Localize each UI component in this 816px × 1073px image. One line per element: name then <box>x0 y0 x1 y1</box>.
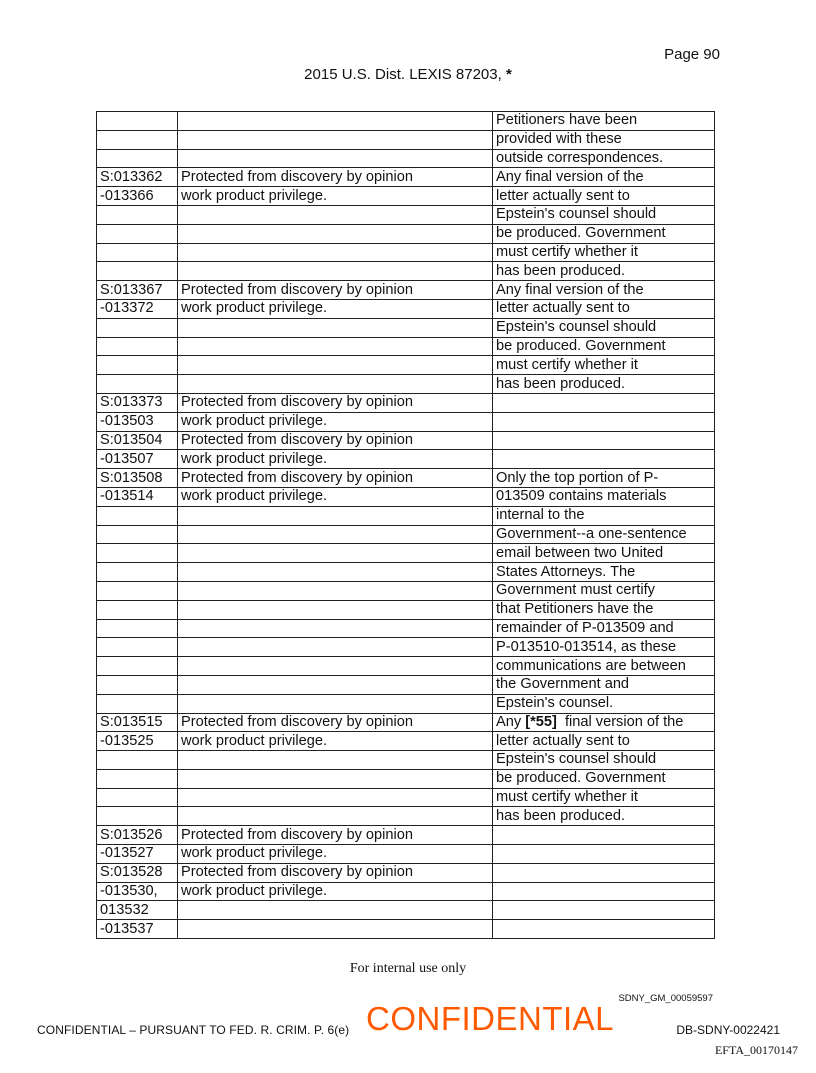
table-row <box>97 337 715 356</box>
bates-range-cell <box>97 563 178 582</box>
table-row <box>97 751 715 770</box>
page-number: Page 90 <box>664 46 720 63</box>
table-row <box>97 393 715 412</box>
ruling-cell: Petitioners have been <box>493 112 715 131</box>
bates-range-cell <box>97 675 178 694</box>
table-row <box>97 769 715 788</box>
privilege-basis-cell: Protected from discovery by opinion <box>178 168 493 187</box>
privilege-basis-cell: work product privilege. <box>178 882 493 901</box>
privilege-log-body <box>97 112 715 939</box>
bates-range-cell: -013514 <box>97 487 178 506</box>
ruling-cell: remainder of P-013509 and <box>493 619 715 638</box>
bates-db-sdny: DB-SDNY-0022421 <box>676 1023 780 1037</box>
privilege-basis-cell <box>178 901 493 920</box>
ruling-cell <box>493 826 715 845</box>
table-row <box>97 375 715 394</box>
table-row <box>97 168 715 187</box>
bates-range-cell <box>97 600 178 619</box>
privilege-basis-cell <box>178 600 493 619</box>
privilege-basis-cell <box>178 318 493 337</box>
table-row <box>97 299 715 318</box>
ruling-cell <box>493 393 715 412</box>
table-row <box>97 807 715 826</box>
table-row <box>97 600 715 619</box>
table-row <box>97 506 715 525</box>
table-row <box>97 920 715 939</box>
privilege-basis-cell <box>178 356 493 375</box>
ruling-cell: must certify whether it <box>493 243 715 262</box>
privilege-basis-cell <box>178 506 493 525</box>
ruling-cell: Any final version of the <box>493 281 715 300</box>
ruling-cell <box>493 412 715 431</box>
bates-range-cell: S:013528 <box>97 863 178 882</box>
table-row <box>97 112 715 131</box>
table-row <box>97 638 715 657</box>
bates-range-cell: 013532 <box>97 901 178 920</box>
bates-range-cell: S:013508 <box>97 469 178 488</box>
bates-range-cell <box>97 112 178 131</box>
bates-efta: EFTA_00170147 <box>714 1043 798 1057</box>
bates-range-cell: S:013515 <box>97 713 178 732</box>
table-row <box>97 431 715 450</box>
ruling-cell: Epstein's counsel. <box>493 694 715 713</box>
privilege-basis-cell <box>178 205 493 224</box>
privilege-basis-cell: work product privilege. <box>178 845 493 864</box>
bates-range-cell: -013372 <box>97 299 178 318</box>
privilege-basis-cell <box>178 243 493 262</box>
table-row <box>97 224 715 243</box>
table-row <box>97 356 715 375</box>
bates-range-cell <box>97 544 178 563</box>
bates-range-cell <box>97 788 178 807</box>
table-row <box>97 845 715 864</box>
privilege-basis-cell <box>178 675 493 694</box>
privilege-basis-cell <box>178 788 493 807</box>
ruling-cell: P-013510-013514, as these <box>493 638 715 657</box>
privilege-basis-cell <box>178 657 493 676</box>
table-row <box>97 675 715 694</box>
case-citation <box>0 66 816 83</box>
privilege-basis-cell: work product privilege. <box>178 450 493 469</box>
privilege-basis-cell <box>178 769 493 788</box>
ruling-cell: Epstein's counsel should <box>493 318 715 337</box>
privilege-basis-cell: work product privilege. <box>178 187 493 206</box>
confidential-notice: CONFIDENTIAL – PURSUANT TO FED. R. CRIM. P. 6(e) <box>37 1023 350 1037</box>
table-row <box>97 788 715 807</box>
privilege-basis-cell: Protected from discovery by opinion <box>178 281 493 300</box>
ruling-cell: Epstein's counsel should <box>493 205 715 224</box>
citation-text: 2015 U.S. Dist. LEXIS 87203, <box>304 66 502 83</box>
table-row <box>97 130 715 149</box>
ruling-text-post: final version of the <box>556 713 684 730</box>
privilege-basis-cell: work product privilege. <box>178 412 493 431</box>
ruling-cell <box>493 920 715 939</box>
ruling-cell: that Petitioners have the <box>493 600 715 619</box>
table-row <box>97 262 715 281</box>
ruling-cell <box>493 901 715 920</box>
ruling-cell <box>493 713 715 732</box>
ruling-cell: letter actually sent to <box>493 299 715 318</box>
privilege-basis-cell <box>178 130 493 149</box>
bates-range-cell <box>97 807 178 826</box>
ruling-cell: States Attorneys. The <box>493 563 715 582</box>
ruling-cell: letter actually sent to <box>493 732 715 751</box>
table-row <box>97 487 715 506</box>
table-row <box>97 863 715 882</box>
table-row <box>97 732 715 751</box>
ruling-cell <box>493 431 715 450</box>
bates-range-cell <box>97 318 178 337</box>
privilege-basis-cell <box>178 262 493 281</box>
privilege-basis-cell: Protected from discovery by opinion <box>178 469 493 488</box>
ruling-cell <box>493 863 715 882</box>
bates-range-cell: S:013367 <box>97 281 178 300</box>
ruling-cell: Government must certify <box>493 581 715 600</box>
bates-range-cell: S:013504 <box>97 431 178 450</box>
bates-range-cell: -013525 <box>97 732 178 751</box>
table-row <box>97 581 715 600</box>
table-row <box>97 318 715 337</box>
privilege-basis-cell <box>178 807 493 826</box>
ruling-cell: must certify whether it <box>493 788 715 807</box>
table-row <box>97 713 715 732</box>
bates-range-cell <box>97 243 178 262</box>
bates-range-cell <box>97 224 178 243</box>
table-row <box>97 525 715 544</box>
bates-range-cell <box>97 638 178 657</box>
ruling-cell <box>493 882 715 901</box>
citation-star: * <box>505 66 512 83</box>
table-row <box>97 205 715 224</box>
table-row <box>97 901 715 920</box>
ruling-cell: must certify whether it <box>493 356 715 375</box>
bates-range-cell <box>97 525 178 544</box>
bates-range-cell <box>97 337 178 356</box>
bates-range-cell: -013503 <box>97 412 178 431</box>
ruling-cell: email between two United <box>493 544 715 563</box>
ruling-cell: provided with these <box>493 130 715 149</box>
ruling-cell: the Government and <box>493 675 715 694</box>
bates-range-cell <box>97 619 178 638</box>
internal-use-note: For internal use only <box>349 961 467 976</box>
privilege-basis-cell: work product privilege. <box>178 732 493 751</box>
privilege-basis-cell: Protected from discovery by opinion <box>178 431 493 450</box>
ruling-cell: outside correspondences. <box>493 149 715 168</box>
privilege-basis-cell: Protected from discovery by opinion <box>178 863 493 882</box>
privilege-basis-cell: Protected from discovery by opinion <box>178 826 493 845</box>
ruling-cell <box>493 450 715 469</box>
page-pin-cite: [*55] <box>525 713 557 730</box>
bates-range-cell <box>97 694 178 713</box>
ruling-text-pre: Any <box>496 713 526 730</box>
table-row <box>97 281 715 300</box>
table-row <box>97 469 715 488</box>
table-row <box>97 826 715 845</box>
ruling-cell: has been produced. <box>493 807 715 826</box>
bates-range-cell <box>97 751 178 770</box>
bates-range-cell <box>97 581 178 600</box>
bates-range-cell <box>97 375 178 394</box>
bates-range-cell <box>97 356 178 375</box>
bates-range-cell: -013527 <box>97 845 178 864</box>
bates-range-cell: S:013373 <box>97 393 178 412</box>
privilege-basis-cell <box>178 751 493 770</box>
bates-range-cell <box>97 506 178 525</box>
table-row <box>97 187 715 206</box>
privilege-basis-cell <box>178 525 493 544</box>
ruling-cell: be produced. Government <box>493 769 715 788</box>
privilege-basis-cell <box>178 563 493 582</box>
privilege-basis-cell <box>178 112 493 131</box>
ruling-cell: communications are between <box>493 657 715 676</box>
bates-range-cell: -013366 <box>97 187 178 206</box>
privilege-log-table <box>96 111 715 939</box>
privilege-basis-cell <box>178 224 493 243</box>
ruling-cell: has been produced. <box>493 262 715 281</box>
privilege-basis-cell <box>178 920 493 939</box>
ruling-cell: be produced. Government <box>493 337 715 356</box>
bates-range-cell: S:013362 <box>97 168 178 187</box>
bates-range-cell <box>97 657 178 676</box>
privilege-basis-cell <box>178 694 493 713</box>
table-row <box>97 657 715 676</box>
privilege-basis-cell <box>178 149 493 168</box>
bates-range-cell <box>97 205 178 224</box>
ruling-cell: Government--a one-sentence <box>493 525 715 544</box>
ruling-cell: has been produced. <box>493 375 715 394</box>
privilege-basis-cell <box>178 581 493 600</box>
table-row <box>97 412 715 431</box>
bates-range-cell: -013537 <box>97 920 178 939</box>
ruling-cell: 013509 contains materials <box>493 487 715 506</box>
table-row <box>97 450 715 469</box>
table-row <box>97 882 715 901</box>
bates-range-cell: -013530, <box>97 882 178 901</box>
privilege-basis-cell <box>178 337 493 356</box>
confidential-stamp: CONFIDENTIAL <box>366 1000 615 1037</box>
bates-range-cell <box>97 262 178 281</box>
privilege-basis-cell: work product privilege. <box>178 299 493 318</box>
table-row <box>97 149 715 168</box>
bates-range-cell <box>97 130 178 149</box>
ruling-cell: be produced. Government <box>493 224 715 243</box>
bates-sdny-gm: SDNY_GM_00059597 <box>618 993 713 1004</box>
ruling-cell <box>493 845 715 864</box>
bates-range-cell <box>97 769 178 788</box>
table-row <box>97 563 715 582</box>
privilege-basis-cell: Protected from discovery by opinion <box>178 713 493 732</box>
table-row <box>97 619 715 638</box>
ruling-cell: Epstein's counsel should <box>493 751 715 770</box>
ruling-cell: Only the top portion of P- <box>493 469 715 488</box>
table-row <box>97 544 715 563</box>
privilege-basis-cell <box>178 638 493 657</box>
bates-range-cell: S:013526 <box>97 826 178 845</box>
privilege-basis-cell <box>178 375 493 394</box>
ruling-cell: Any final version of the <box>493 168 715 187</box>
privilege-basis-cell: Protected from discovery by opinion <box>178 393 493 412</box>
bates-range-cell: -013507 <box>97 450 178 469</box>
privilege-basis-cell: work product privilege. <box>178 487 493 506</box>
table-row <box>97 694 715 713</box>
ruling-cell: letter actually sent to <box>493 187 715 206</box>
bates-range-cell <box>97 149 178 168</box>
ruling-cell: internal to the <box>493 506 715 525</box>
privilege-basis-cell <box>178 619 493 638</box>
privilege-basis-cell <box>178 544 493 563</box>
table-row <box>97 243 715 262</box>
